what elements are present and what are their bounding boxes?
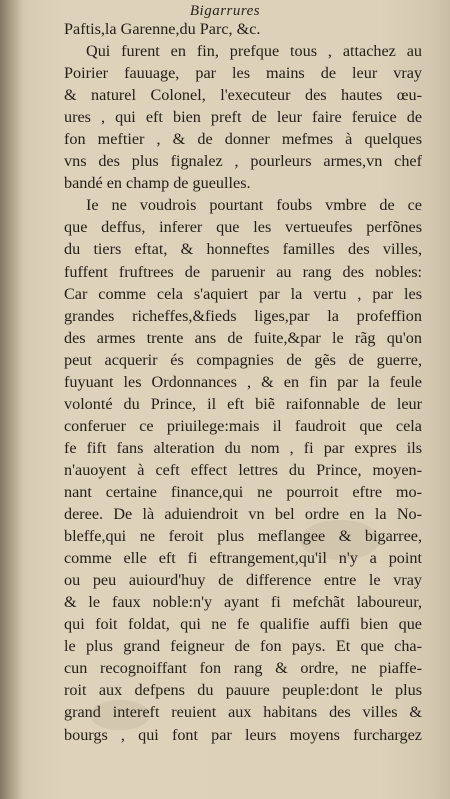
text-line: cun recognoiffant fon rang & ordre, ne piaffe- <box>64 659 422 678</box>
text-line: fon meftier , & de donner mefmes à quelques <box>64 130 422 149</box>
text-line: volonté du Prince, il eft biẽ raifonnable de leur <box>64 394 422 413</box>
text-line: bourgs , qui font par leurs moyens furchargez <box>64 725 422 744</box>
text-line: n'auoyent à ceft effect lettres du Prince, moyen- <box>64 460 422 479</box>
text-line: fe fift fans alteration du nom , fi par expres ils <box>64 438 422 457</box>
text-line: conferuer ce priuilege:mais il faudroit que cela <box>64 416 422 435</box>
text-line: Paftis,la Garenne,du Parc, &c. <box>64 20 261 38</box>
text-line: Qui furent en fin, prefque tous , attachez au <box>86 42 422 61</box>
text-line: & naturel Colonel, l'executeur des hautes œu- <box>64 86 422 105</box>
text-line: du tiers eftat, & honneftes familles des villes, <box>64 240 422 259</box>
text-line: le plus grand feigneur de fon pays. Et que cha- <box>64 637 422 656</box>
text-line: Poirier fauuage, par les mains de leur vray <box>64 64 422 83</box>
text-line: peut acquerir és compagnies de gẽs de guerre, <box>64 350 422 369</box>
text-line: bleffe,qui ne feroit plus meflangee & bigarree, <box>64 527 422 546</box>
text-line: ures , qui eft bien preft de leur faire feruice de <box>64 108 422 127</box>
text-line: fuffent fruftrees de paruenir au rang des nobles: <box>64 262 422 281</box>
text-line: & le faux noble:n'y ayant fi mefchãt laboureur, <box>64 593 422 612</box>
text-line: roit aux defpens du pauure peuple:dont le plus <box>64 681 422 700</box>
text-line: ou peu auiourd'huy de difference entre le vray <box>64 571 422 590</box>
text-line: Ie ne voudrois pourtant foubs vmbre de ce <box>86 196 422 215</box>
text-line: deree. De là aduiendroit vn bel ordre en la No- <box>64 505 422 524</box>
text-line: bandé en champ de gueulles. <box>64 174 251 193</box>
text-line: grand intereft reuient aux habitans des villes & <box>64 703 422 722</box>
body-text <box>64 18 422 746</box>
text-line: fuyuant les Ordonnances , & en fin par la feule <box>64 372 422 391</box>
text-line: grandes richeffes,&fieds liges,par la profeffion <box>64 306 422 325</box>
text-line: qui foit foldat, qui ne fe qualifie auffi bien que <box>64 615 422 634</box>
text-line: nant certaine finance,qui ne pourroit eftre mo- <box>64 482 422 501</box>
text-line: comme elle eft fi eftrangement,qu'il n'y a point <box>64 549 422 568</box>
text-line: vns des plus fignalez , pourleurs armes,vn chef <box>64 152 422 171</box>
text-line: Car comme cela s'aquiert par la vertu , par les <box>64 284 422 303</box>
text-line: des armes trente ans de fuite,&par le rãg qu'on <box>64 328 422 347</box>
running-head: Bigarrures <box>189 3 261 19</box>
text-line: que deffus, inferer que les vertueufes perfõnes <box>64 218 422 237</box>
page-gutter-shadow <box>0 0 22 799</box>
